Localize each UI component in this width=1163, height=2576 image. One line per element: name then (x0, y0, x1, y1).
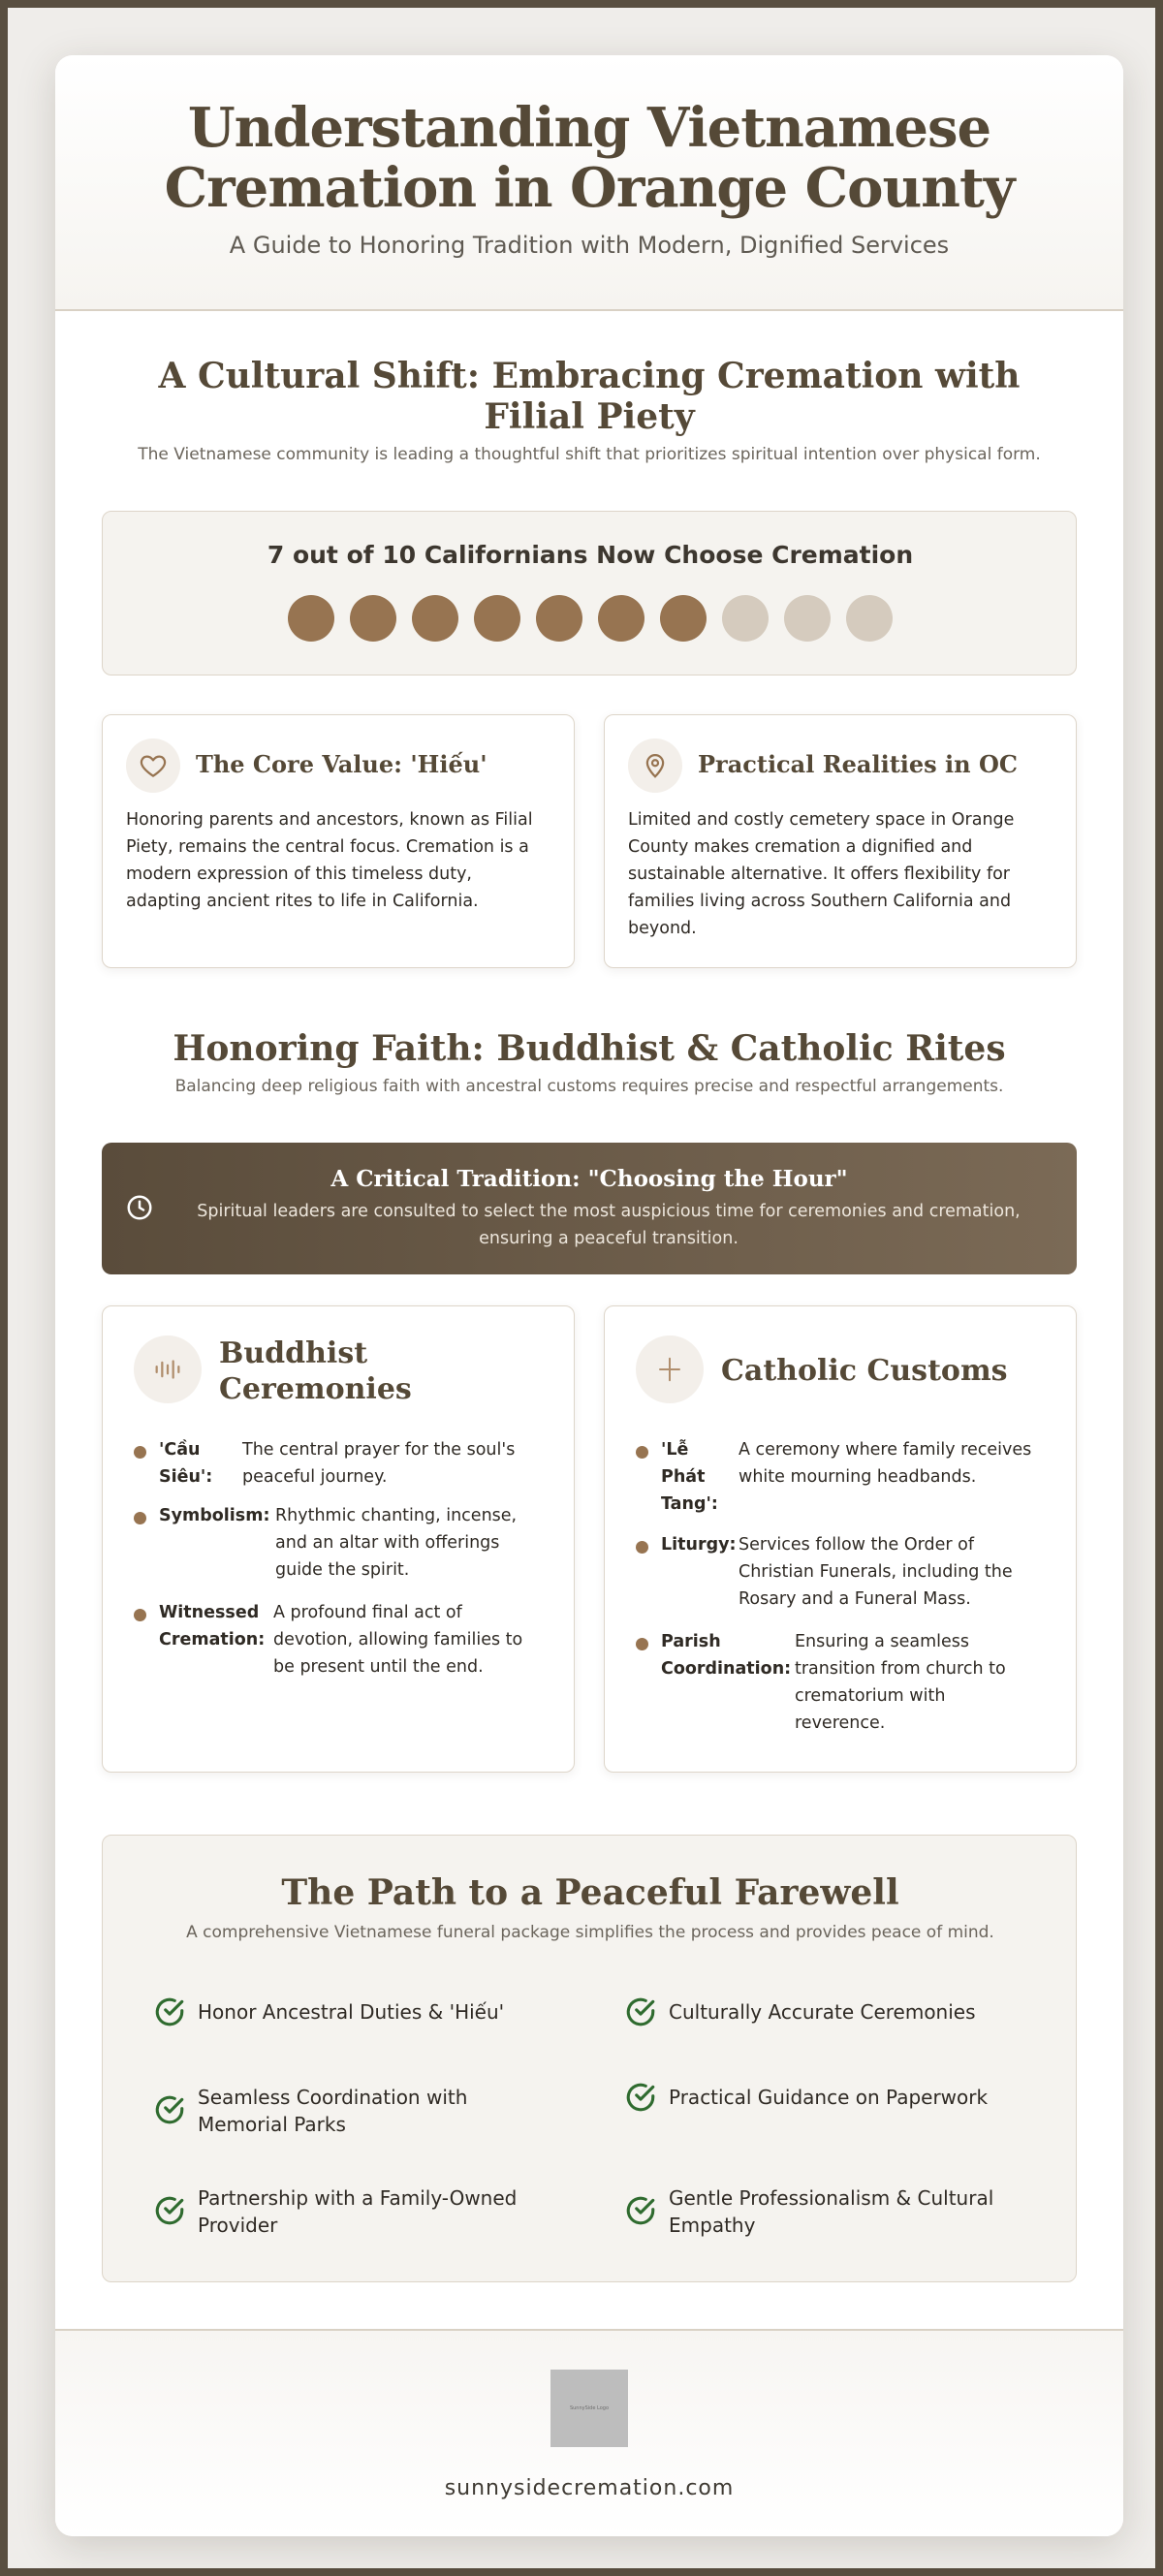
buddhist-card (102, 1305, 575, 1773)
faith-section-subtitle: Balancing deep religious faith with ancestral customs requires precise and respectful arrangements. (174, 1077, 1004, 1096)
footer-url[interactable]: sunnysidecremation.com (444, 2476, 735, 2500)
peaceful-farewell-box (102, 1835, 1077, 2282)
checklist-item-label: Seamless Coordination with Memorial Parks (198, 2086, 468, 2136)
rite-text: The central prayer for the soul's peaceful journey. (242, 1440, 516, 1487)
buddhist-title-line-2: Ceremonies (219, 1372, 412, 1406)
checklist-item-label: Culturally Accurate Ceremonies (669, 2000, 976, 2024)
core-value-card (102, 714, 575, 968)
rite-text: Services follow the Order of Christian Funerals, including the Rosary and a Funeral Mass. (739, 1535, 1013, 1609)
practical-realities-body: Limited and costly cemetery space in Orange County makes cremation a dignified and sustainable alternative. It offers flexibility for families living across Southern California and beyond. (628, 810, 1015, 938)
cremation-stat-box (102, 511, 1077, 675)
check-circle-icon (624, 2081, 657, 2114)
bullet-dot (134, 1512, 146, 1524)
catholic-title: Catholic Customs (721, 1354, 1008, 1388)
checklist-item-label: Gentle Professionalism & Cultural Empathy (669, 2186, 994, 2237)
stat-dot-empty (846, 595, 893, 642)
stat-dot-filled (598, 595, 644, 642)
bullet-dot (636, 1541, 648, 1554)
company-logo: SunnySide Logo (550, 2370, 628, 2447)
path-subtitle: A comprehensive Vietnamese funeral package simplifies the process and provides peace of mind. (186, 1923, 994, 1942)
buddhist-item-witnessed-cremation (134, 1599, 550, 1682)
banner-text: Spiritual leaders are consulted to select the most auspicious time for ceremonies and cremation, ensuring a peaceful transition. (197, 1202, 1021, 1248)
path-title: The Path to a Peaceful Farewell (281, 1872, 899, 1913)
map-pin-icon (628, 738, 682, 793)
stat-dot-filled (536, 595, 582, 642)
rite-label: 'Cầu Siêu': (159, 1440, 213, 1487)
page-title-line-2: Cremation in Orange County (164, 156, 1015, 220)
checklist-item (153, 2184, 560, 2243)
stat-dot-filled (474, 595, 520, 642)
checklist-item (624, 1998, 1031, 2057)
catholic-card (604, 1305, 1077, 1773)
rite-text: A profound final act of devotion, allowing families to be present until the end. (273, 1603, 523, 1677)
page-subtitle: A Guide to Honoring Tradition with Modern, Dignified Services (229, 232, 950, 259)
buddhist-title (219, 1335, 549, 1407)
page-title-line-1: Understanding Vietnamese (187, 96, 991, 160)
bullet-dot (636, 1446, 648, 1459)
core-value-body: Honoring parents and ancestors, known as Filial Piety, remains the central focus. Cremation is a modern expression of this timeless duty, adapting ancient rites to life in California. (126, 810, 533, 911)
stat-title: 7 out of 10 Californians Now Choose Cremation (267, 541, 914, 569)
check-circle-icon (153, 1995, 186, 2028)
core-value-title: The Core Value: 'Hiếu' (196, 750, 487, 778)
rite-text: Rhythmic chanting, incense, and an altar with offerings guide the spirit. (275, 1506, 518, 1580)
rite-label: Symbolism: (159, 1506, 270, 1525)
stat-dot-filled (350, 595, 396, 642)
shift-section-subtitle: The Vietnamese community is leading a thoughtful shift that prioritizes spiritual intention over physical form. (138, 445, 1041, 464)
buddhist-title-line-1: Buddhist (219, 1336, 368, 1370)
shift-section-title: A Cultural Shift: Embracing Cremation with Filial Piety (158, 356, 1021, 437)
check-circle-icon (153, 2194, 186, 2227)
rite-label: Witnessed Cremation: (159, 1603, 266, 1649)
catholic-item-liturgy (636, 1531, 1053, 1615)
stat-dot-filled (660, 595, 707, 642)
heart-icon (126, 738, 180, 793)
page-title (113, 98, 1065, 218)
checklist-item (624, 2184, 1031, 2243)
checklist-item (624, 2084, 1031, 2142)
chanting-icon (134, 1335, 202, 1403)
cross-icon (636, 1335, 704, 1403)
check-circle-icon (624, 1995, 657, 2028)
rite-text: Ensuring a seamless transition from church to crematorium with reverence. (795, 1632, 1006, 1733)
infographic-card (55, 55, 1123, 2536)
practical-realities-title: Practical Realities in OC (698, 750, 1018, 778)
buddhist-item-symbolism (134, 1502, 550, 1586)
page-footer (55, 2329, 1123, 2536)
choosing-the-hour-banner (102, 1143, 1077, 1274)
page-frame (8, 8, 1155, 2568)
banner-title: A Critical Tradition: "Choosing the Hour" (330, 1166, 848, 1192)
bullet-dot (636, 1638, 648, 1650)
checklist-item (153, 1998, 560, 2057)
bullet-dot (134, 1609, 146, 1621)
checklist-item-label: Honor Ancestral Duties & 'Hiếu' (198, 2000, 505, 2024)
stat-dot-row (288, 595, 889, 642)
rite-label: Parish Coordination: (661, 1632, 792, 1679)
stat-dot-filled (288, 595, 334, 642)
faith-section-title: Honoring Faith: Buddhist & Catholic Rites (173, 1028, 1006, 1069)
checklist-item-label: Partnership with a Family-Owned Provider (198, 2186, 518, 2237)
buddhist-item-cau-sieu (134, 1436, 550, 1494)
check-circle-icon (624, 2194, 657, 2227)
stat-dot-filled (412, 595, 458, 642)
bullet-dot (134, 1446, 146, 1459)
check-circle-icon (153, 2093, 186, 2126)
practical-realities-card (604, 714, 1077, 968)
rite-text: A ceremony where family receives white mourning headbands. (739, 1440, 1032, 1487)
catholic-item-parish-coordination (636, 1628, 1053, 1739)
catholic-item-le-phat-tang (636, 1436, 1053, 1520)
checklist-item (153, 2084, 560, 2142)
stat-dot-empty (784, 595, 831, 642)
stat-dot-empty (722, 595, 769, 642)
clock-icon (125, 1193, 154, 1226)
rite-label: Liturgy: (661, 1535, 737, 1555)
checklist-item-label: Practical Guidance on Paperwork (669, 2086, 989, 2109)
page-header (55, 55, 1123, 311)
rite-label: 'Lễ Phát Tang': (661, 1440, 718, 1514)
